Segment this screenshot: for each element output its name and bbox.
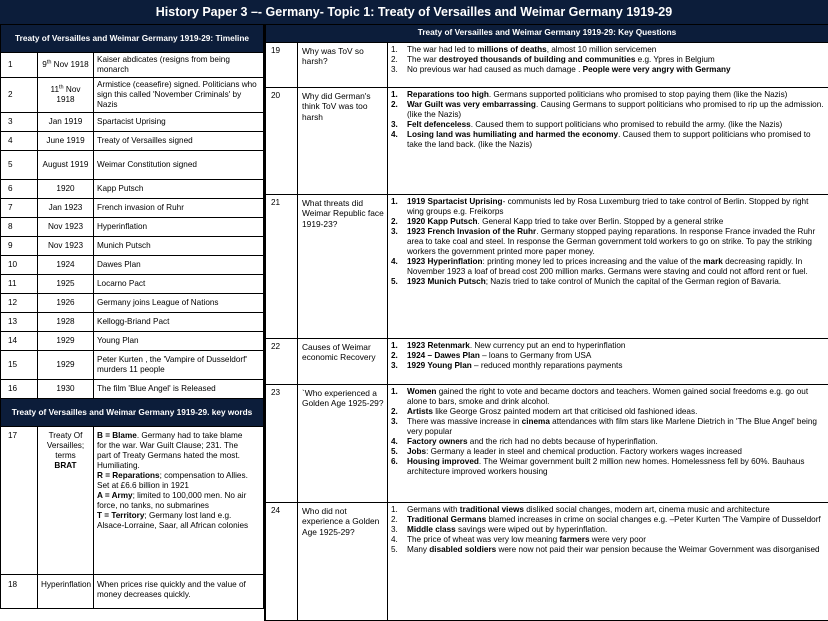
row-number: 6 (1, 180, 38, 199)
answer-list (388, 88, 828, 195)
list-item: 4. 1923 Hyperinflation: printing money led to prices increasing and the value of the mark decreasing rapidly. In November 1923 a loaf of bread cost 200 million marks. Germans were staving and could not afford rent or fuel. (391, 257, 808, 276)
timeline-event: The film 'Blue Angel' is Released (94, 380, 264, 399)
table-row (266, 339, 828, 385)
timeline-date: 1920 (38, 180, 94, 199)
timeline-event: Kapp Putsch (94, 180, 264, 199)
table-row (1, 294, 264, 313)
brat-b-text: . Germany had to take blame for the war. War Guilt Clause; 231. The part of Treaty Germans hated the most. Humiliating. (97, 431, 243, 470)
table-row (1, 275, 264, 294)
table-row (1, 380, 264, 399)
question-text: `Who experienced a Golden Age 1925-29? (298, 385, 388, 503)
list-item: 6. Housing improved. The Weimar government built 2 million new homes. Homelessness fell by 60%. Bauhaus architecture improved workers housing (391, 457, 805, 476)
row-number: 18 (1, 575, 38, 609)
timeline-date: June 1919 (38, 132, 94, 151)
timeline-event: Hyperinflation (94, 218, 264, 237)
table-row (1, 313, 264, 332)
timeline-event: Peter Kurten , the 'Vampire of Dusseldorf' murders 11 people (94, 351, 264, 380)
list-item: 4. Losing land was humiliating and harmed the economy. Caused them to support politicians who promised to take the land back. (like the Nazis) (391, 130, 811, 149)
row-number: 13 (1, 313, 38, 332)
timeline-date: 1924 (38, 256, 94, 275)
row-number: 8 (1, 218, 38, 237)
list-item: 1. The war had led to millions of deaths, almost 10 million servicemen (391, 45, 657, 54)
list-item: 4. The price of wheat was very low meaning farmers were very poor (391, 535, 646, 544)
answer-list (388, 503, 828, 621)
brat-r-text: ; compensation to Allies. Set at £6.6 billion in 1921 (97, 471, 248, 490)
question-text: Who did not experience a Golden Age 1925-29? (298, 503, 388, 621)
table-row (1, 256, 264, 275)
left-column (0, 24, 263, 621)
row-number: 20 (266, 88, 298, 195)
table-row (1, 351, 264, 380)
timeline-date: 1929 (38, 351, 94, 380)
row-number: 11 (1, 275, 38, 294)
timeline-event: Weimar Constitution signed (94, 151, 264, 180)
table-row (266, 88, 828, 195)
timeline-date: 1929 (38, 332, 94, 351)
timeline-event: Locarno Pact (94, 275, 264, 294)
table-row (1, 180, 264, 199)
row-number: 2 (1, 78, 38, 113)
timeline-date: Nov 1923 (38, 237, 94, 256)
list-item: 3. There was massive increase in cinema attendances with film stars like Marlene Dietrich in 'The Blue Angel' being very popular (391, 417, 817, 436)
question-text: Why was ToV so harsh? (298, 43, 388, 88)
row-number: 4 (1, 132, 38, 151)
table-row (1, 332, 264, 351)
answer-list (388, 195, 828, 339)
table-row (1, 151, 264, 180)
list-item: 2. 1920 Kapp Putsch. General Kapp tried to take over Berlin. Stopped by a general strike (391, 217, 724, 226)
row-number: 7 (1, 199, 38, 218)
list-item: 2. Artists like George Grosz painted modern art that criticised old fashioned ideas. (391, 407, 698, 416)
row-number: 1 (1, 53, 38, 78)
timeline-rows (1, 53, 264, 399)
brat-r-key: R = Reparations (97, 471, 160, 480)
timeline-event: French invasion of Ruhr (94, 199, 264, 218)
question-text: Causes of Weimar economic Recovery (298, 339, 388, 385)
row-number: 22 (266, 339, 298, 385)
timeline-event: Young Plan (94, 332, 264, 351)
row-number: 9 (1, 237, 38, 256)
keyword-definition (94, 427, 264, 575)
list-item: 4. Factory owners and the rich had no debts because of hyperinflation. (391, 437, 658, 446)
timeline-date: Jan 1923 (38, 199, 94, 218)
timeline-event: Armistice (ceasefire) signed. Politicians who sign this called 'November Criminals' by Nazis (94, 78, 264, 113)
page-title: History Paper 3 –- Germany- Topic 1: Treaty of Versailles and Weimar Germany 1919-29 (0, 0, 828, 24)
keywords-header: Treaty of Versailles and Weimar Germany 1919-29. key words (1, 399, 264, 427)
list-item: 2. War Guilt was very embarrassing. Causing Germans to support politicians who promised to rip up the admission. (like the Nazis) (391, 100, 824, 119)
row-number: 23 (266, 385, 298, 503)
timeline-date: 1926 (38, 294, 94, 313)
list-item: 2. 1924 – Dawes Plan – loans to Germany from USA (391, 351, 592, 360)
brat-b-key: B = Blame (97, 431, 137, 440)
row-number: 21 (266, 195, 298, 339)
timeline-date: 1930 (38, 380, 94, 399)
timeline-event: Germany joins League of Nations (94, 294, 264, 313)
keyword-definition: When prices rise quickly and the value of money decreases quickly. (94, 575, 264, 609)
row-number: 17 (1, 427, 38, 575)
timeline-event: Spartacist Uprising (94, 113, 264, 132)
timeline-event: Dawes Plan (94, 256, 264, 275)
row-number: 3 (1, 113, 38, 132)
list-item: 3. 1929 Young Plan – reduced monthly reparations payments (391, 361, 623, 370)
table-row (266, 43, 828, 88)
table-row (1, 113, 264, 132)
question-text: What threats did Weimar Republic face 1919-23? (298, 195, 388, 339)
timeline-date: 1928 (38, 313, 94, 332)
row-number: 5 (1, 151, 38, 180)
table-row (1, 218, 264, 237)
timeline-table (0, 24, 264, 609)
list-item: 5. 1923 Munich Putsch; Nazis tried to take control of Munich the capital of the German region of Bavaria. (391, 277, 782, 286)
table-row (1, 78, 264, 113)
key-questions-header: Treaty of Versailles and Weimar Germany 1919-29: Key Questions (266, 25, 828, 43)
table-row (1, 53, 264, 78)
list-item: 2. The war destroyed thousands of building and communities e.g. Ypres in Belgium (391, 55, 715, 64)
table-row (1, 237, 264, 256)
keyword-term-text: Treaty Of Versailles; terms (46, 431, 85, 460)
keyword-term: Hyperinflation (38, 575, 94, 609)
right-column (264, 24, 828, 621)
list-item: 5. Many disabled soldiers were now not paid their war pension because the Weimar Government was disorganised (391, 545, 820, 554)
table-row (1, 427, 264, 575)
timeline-date: 11th Nov 1918 (38, 78, 94, 113)
table-row (266, 503, 828, 621)
list-item: 3. No previous war had caused as much damage . People were very angry with Germany (391, 65, 731, 74)
row-number: 14 (1, 332, 38, 351)
key-questions-table (265, 24, 828, 621)
list-item: 3. Felt defenceless. Caused them to support politicians who promised to rebuild the army. (like the Nazis) (391, 120, 783, 129)
timeline-event: Kellogg-Briand Pact (94, 313, 264, 332)
row-number: 24 (266, 503, 298, 621)
list-item: 1. Reparations too high. Germans supported politicians who promised to stop paying them (like the Nazis) (391, 90, 788, 99)
brat-a-text: ; limited to 100,000 men. No air force, no tanks, no submarines (97, 491, 247, 510)
list-item: 1. 1923 Retenmark. New currency put an end to hyperinflation (391, 341, 626, 350)
list-item: 1. 1919 Spartacist Uprising- communists led by Rosa Luxemburg tried to take control of Berlin. Stopped by right wing groups e.g. Freikorps (391, 197, 809, 216)
list-item: 3. Middle class savings were wiped out by hyperinflation. (391, 525, 608, 534)
timeline-event: Kaiser abdicates (resigns from being monarch (94, 53, 264, 78)
timeline-date: 9th Nov 1918 (38, 53, 94, 78)
list-item: 1. Germans with traditional views disliked social changes, modern art, cinema music and architecture (391, 505, 770, 514)
table-row (1, 132, 264, 151)
timeline-header: Treaty of Versailles and Weimar Germany 1919-29: Timeline (1, 25, 264, 53)
list-item: 5. Jobs: Germany a leader in steel and chemical production. Factory workers wages increased (391, 447, 742, 456)
answer-list (388, 43, 828, 88)
brat-t-text: ; Germany lost land e.g. Alsace-Lorraine, Saar, all African colonies (97, 511, 249, 530)
table-row (1, 199, 264, 218)
timeline-event: Treaty of Versailles signed (94, 132, 264, 151)
list-item: 3. 1923 French Invasion of the Ruhr. Germany stopped paying reparations. In response France invaded the Ruhr area to take coal and steel. In response the German government told workers to go on strike. To pay the striking workers the government printed more paper money. (391, 227, 816, 256)
row-number: 15 (1, 351, 38, 380)
timeline-event: Munich Putsch (94, 237, 264, 256)
timeline-date: August 1919 (38, 151, 94, 180)
keyword-term (38, 427, 94, 575)
table-row (266, 195, 828, 339)
row-number: 10 (1, 256, 38, 275)
row-number: 19 (266, 43, 298, 88)
answer-list (388, 339, 828, 385)
answer-list (388, 385, 828, 503)
timeline-date: Jan 1919 (38, 113, 94, 132)
brat-t-key: T = Territory (97, 511, 145, 520)
list-item: 2. Traditional Germans blamed increases in crime on social changes e.g. –Peter Kurten 'The Vampire of Dusseldorf (391, 515, 821, 524)
table-row (1, 575, 264, 609)
question-text: Why did German's think ToV was too harsh (298, 88, 388, 195)
brat-a-key: A = Army (97, 491, 133, 500)
list-item: 1. Women gained the right to vote and became doctors and teachers. Women gained social freedoms e.g. go out alone to bars, smoke and drink alcohol. (391, 387, 809, 406)
keyword-acronym: BRAT (54, 461, 77, 470)
timeline-date: Nov 1923 (38, 218, 94, 237)
row-number: 12 (1, 294, 38, 313)
table-row (266, 385, 828, 503)
row-number: 16 (1, 380, 38, 399)
timeline-date: 1925 (38, 275, 94, 294)
